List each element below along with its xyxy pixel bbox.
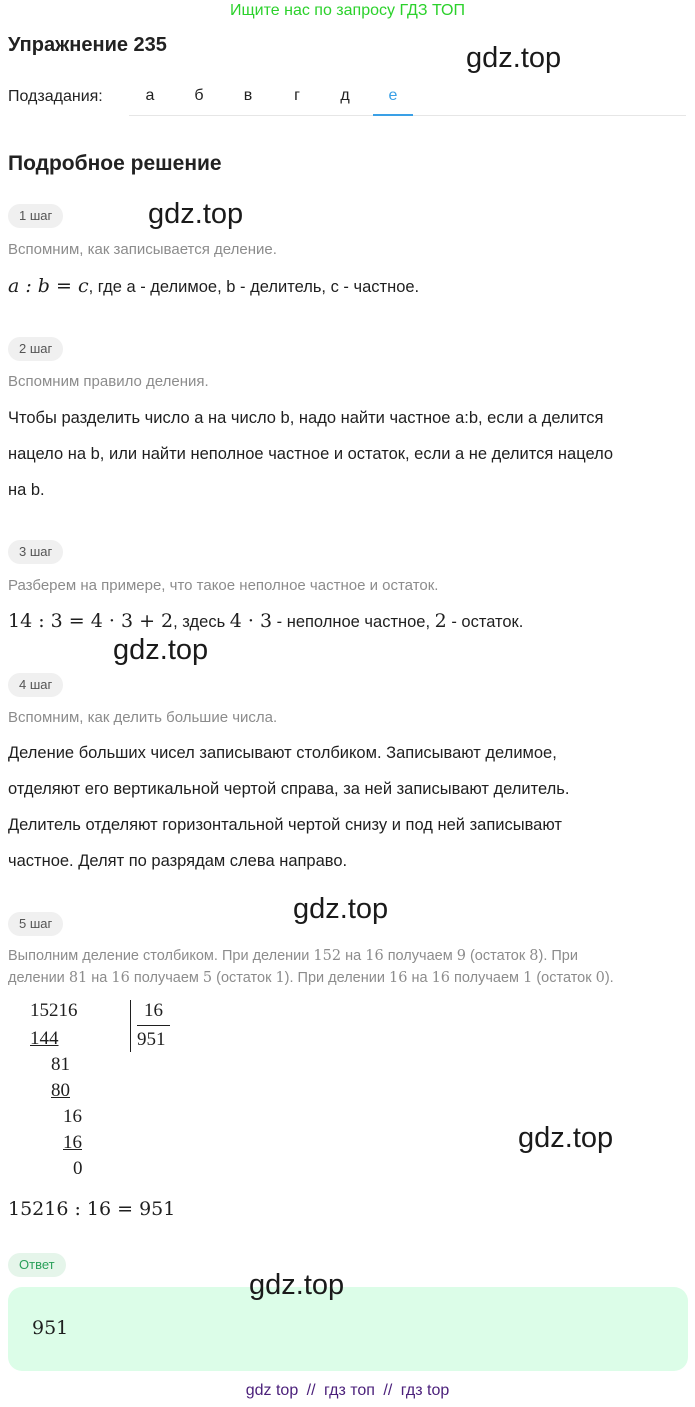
- note-text: (остаток: [465, 948, 530, 964]
- watermark: gdz.top: [113, 634, 209, 666]
- step-text: , где а - делимое, b - делитель, c - частное.: [88, 278, 420, 296]
- note-text: на: [407, 970, 432, 986]
- note-text: делении: [8, 970, 69, 986]
- long-division: [8, 998, 208, 1183]
- division-row: 80: [51, 1080, 70, 1101]
- watermark: gdz.top: [148, 198, 244, 230]
- answer-value: 951: [32, 1317, 69, 1339]
- step-note: Вспомним правило деления.: [8, 373, 209, 390]
- formula: 4 · 3: [229, 610, 273, 632]
- note-text: ).: [604, 970, 614, 986]
- dividend: 15216: [30, 1000, 78, 1021]
- step-badge: 2 шаг: [8, 337, 63, 361]
- formula: 14 : 3 = 4 · 3 + 2: [8, 610, 174, 632]
- note-number: 0: [595, 970, 605, 986]
- note-text: на: [87, 970, 112, 986]
- answer-box: [8, 1287, 688, 1371]
- step-badge: 1 шаг: [8, 204, 63, 228]
- step-note: Вспомним, как записывается деление.: [8, 241, 277, 258]
- step-badge: 4 шаг: [8, 673, 63, 697]
- formula: 2: [434, 610, 447, 632]
- step-badge: 5 шаг: [8, 912, 63, 936]
- step-content: [8, 268, 688, 305]
- tab-subtask-a[interactable]: а: [145, 87, 155, 104]
- footer-separator: //: [383, 1382, 393, 1399]
- watermark: gdz.top: [249, 1269, 345, 1301]
- note-number: 5: [202, 970, 213, 986]
- division-row: 0: [73, 1158, 83, 1179]
- note-number: 1: [523, 970, 533, 986]
- step-note: Вспомним, как делить большие числа.: [8, 709, 278, 726]
- step-note: [8, 948, 578, 964]
- tab-subtask-v[interactable]: в: [243, 87, 253, 104]
- note-text: Выполним деление столбиком. При делении: [8, 948, 314, 964]
- page-title: Упражнение 235: [8, 34, 167, 56]
- search-banner: Ищите нас по запросу ГДЗ ТОП: [230, 2, 465, 19]
- divisor-underline: [137, 1025, 170, 1026]
- step-line: частное. Делят по разрядам слева направо.: [8, 852, 348, 870]
- step-line: Деление больших чисел записывают столбиком. Записывают делимое,: [8, 744, 557, 762]
- footer-links: [0, 1382, 695, 1400]
- note-text: (остаток: [212, 970, 276, 986]
- tab-subtask-b[interactable]: б: [194, 87, 204, 104]
- division-row: 81: [51, 1054, 70, 1075]
- note-number: 16: [111, 970, 130, 986]
- step-text: - остаток.: [446, 613, 524, 631]
- footer-separator: //: [306, 1382, 316, 1399]
- watermark: gdz.top: [466, 42, 562, 74]
- watermark: gdz.top: [518, 1122, 614, 1154]
- note-text: получаем: [383, 948, 457, 964]
- note-text: получаем: [129, 970, 203, 986]
- note-number: 1: [275, 970, 285, 986]
- tab-subtask-e[interactable]: е: [373, 78, 413, 116]
- footer-link[interactable]: гдз top: [400, 1382, 450, 1399]
- divisor: 16: [144, 1000, 163, 1021]
- note-text: ). При: [538, 948, 578, 964]
- note-number: 16: [431, 970, 451, 986]
- step-line: нацело на b, или найти неполное частное и остаток, если а не делится нацело: [8, 445, 614, 463]
- subtasks-label: Подзадания:: [8, 88, 103, 105]
- step-badge: 3 шаг: [8, 540, 63, 564]
- tab-subtask-d[interactable]: д: [340, 87, 350, 104]
- note-number: 9: [456, 948, 466, 964]
- step-text: , здесь: [173, 613, 230, 631]
- division-row: 16: [63, 1106, 82, 1127]
- step-note: Разберем на примере, что такое неполное частное и остаток.: [8, 577, 439, 594]
- result-equation: 15216 : 16 = 951: [8, 1198, 176, 1220]
- step-content: [8, 603, 688, 640]
- footer-link[interactable]: гдз топ: [324, 1382, 375, 1399]
- division-vertical-line: [130, 1000, 131, 1052]
- note-text: (остаток: [532, 970, 596, 986]
- answer-badge: Ответ: [8, 1253, 66, 1277]
- step-note: [8, 970, 614, 986]
- formula: a : b = c: [8, 275, 89, 297]
- note-number: 8: [529, 948, 539, 964]
- step-text: - неполное частное,: [272, 613, 435, 631]
- note-number: 16: [388, 970, 408, 986]
- note-text: получаем: [450, 970, 524, 986]
- note-text: ). При делении: [284, 970, 389, 986]
- footer-link[interactable]: gdz top: [245, 1382, 299, 1399]
- division-row: 16: [63, 1132, 82, 1153]
- solution-heading: Подробное решение: [8, 152, 222, 175]
- step-line: Чтобы разделить число а на число b, надо найти частное a:b, если а делится: [8, 409, 604, 427]
- division-row: 144: [30, 1028, 59, 1049]
- note-number: 152: [313, 948, 342, 964]
- note-number: 81: [68, 970, 88, 986]
- step-line: отделяют его вертикальной чертой справа, за ней записывают делитель.: [8, 780, 570, 798]
- subtask-tabs: [129, 78, 686, 116]
- note-text: на: [341, 948, 366, 964]
- tab-subtask-g[interactable]: г: [294, 87, 300, 104]
- watermark: gdz.top: [293, 893, 389, 925]
- step-line: Делитель отделяют горизонтальной чертой снизу и под ней записывают: [8, 816, 562, 834]
- step-line: на b.: [8, 481, 45, 499]
- note-number: 16: [365, 948, 384, 964]
- quotient: 951: [137, 1029, 166, 1050]
